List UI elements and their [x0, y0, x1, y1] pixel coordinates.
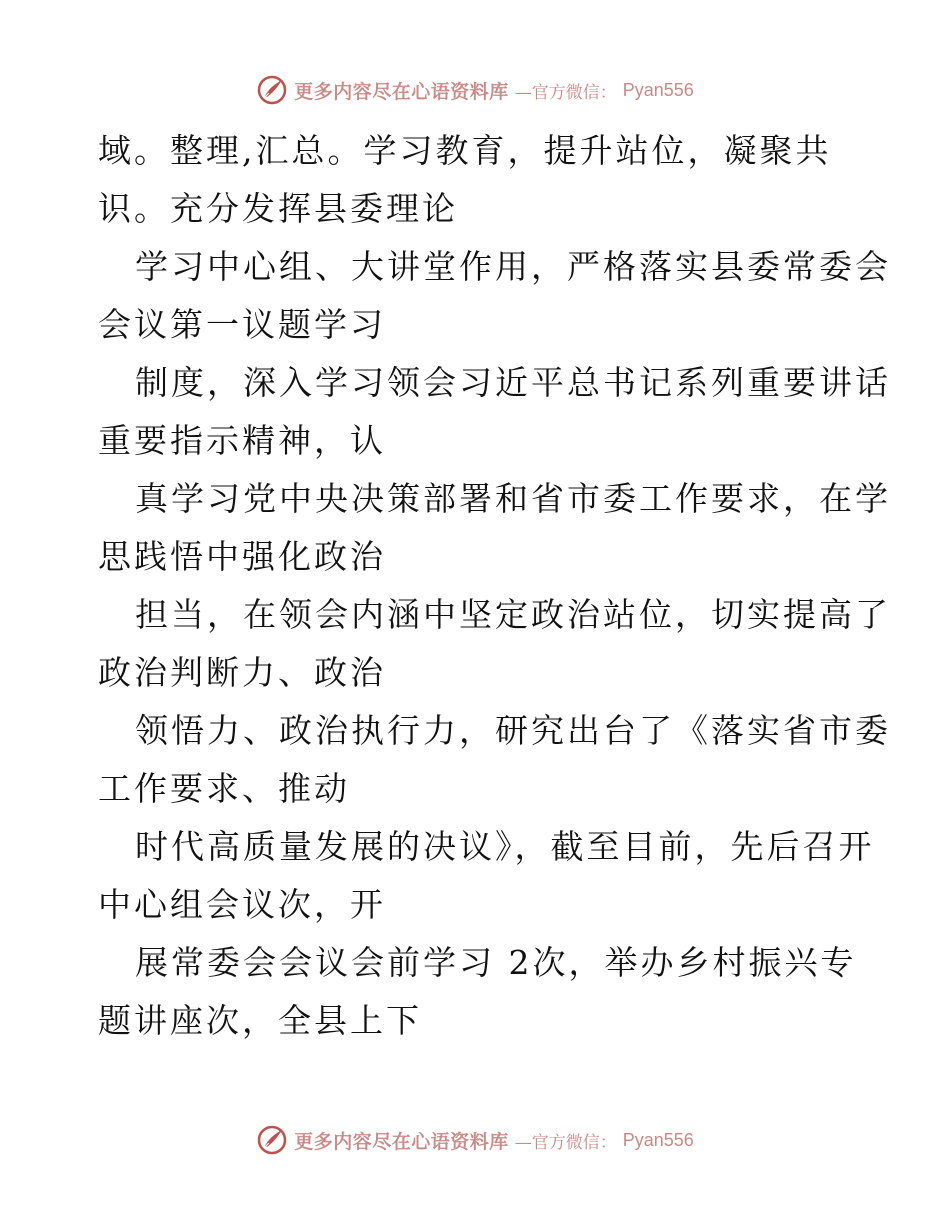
text-line: 中心组会议次，开	[98, 885, 386, 924]
text-line: 会议第一议题学习	[98, 305, 386, 344]
text-line: 学习中心组、大讲堂作用，严格落实县委常委会	[135, 247, 891, 286]
watermark-sub-text: —官方微信：	[514, 1132, 617, 1153]
text-line: 展常委会会议会前学习 2次，举办乡村振兴专	[135, 943, 857, 982]
text-line: 领悟力、政治执行力，研究出台了《落实省市委	[135, 711, 891, 750]
watermark-sub-text: —官方微信：	[514, 82, 617, 103]
text-line: 重要指示精神，认	[98, 421, 386, 460]
quill-logo-icon	[256, 1124, 288, 1156]
text-line: 担当，在领会内涵中坚定政治站位，切实提高了	[135, 595, 891, 634]
text-line: 政治判断力、政治	[98, 653, 386, 692]
watermark-main-text: 更多内容尽在心语资料库	[294, 1130, 509, 1153]
watermark-main-text: 更多内容尽在心语资料库	[294, 80, 509, 103]
text-line: 域。整理,汇总。学习教育，提升站位，凝聚共	[98, 131, 832, 170]
text-line: 思践悟中强化政治	[98, 537, 386, 576]
text-line: 时代高质量发展的决议》，截至目前，先后召开	[135, 827, 875, 866]
header-watermark	[0, 70, 950, 110]
quill-logo-icon	[256, 74, 288, 106]
text-line: 制度，深入学习领会习近平总书记系列重要讲话	[135, 363, 891, 402]
text-line: 真学习党中央决策部署和省市委工作要求，在学	[135, 479, 891, 518]
document-body	[98, 122, 891, 1050]
footer-watermark	[0, 1120, 950, 1160]
text-line: 题讲座次，全县上下	[98, 1001, 422, 1040]
watermark-id-text: Pyan556	[622, 1129, 694, 1150]
watermark-id-text: Pyan556	[622, 79, 694, 100]
text-line: 工作要求、推动	[98, 769, 350, 808]
text-line: 识。充分发挥县委理论	[98, 189, 458, 228]
